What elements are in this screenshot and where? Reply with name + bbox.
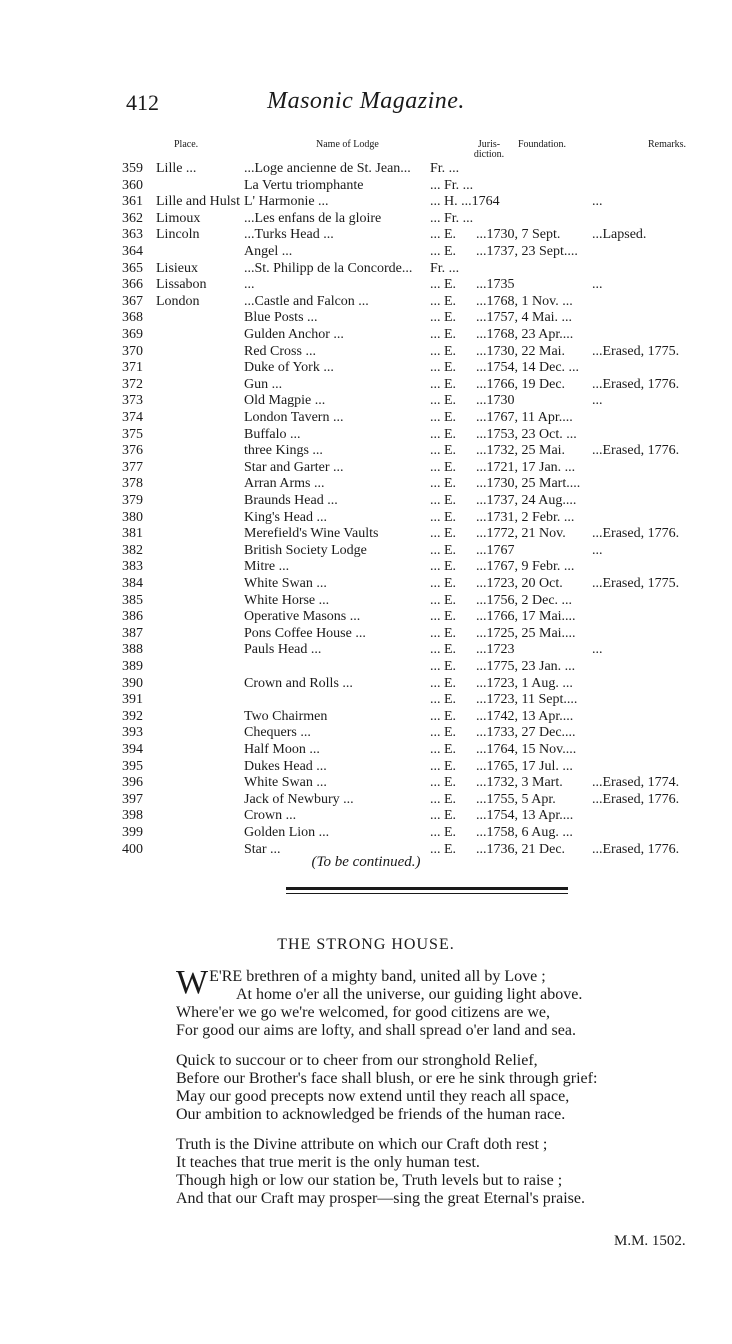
table-row <box>0 791 732 808</box>
row-jurisdiction: ... Fr. ... <box>430 177 474 193</box>
row-foundation: ...1723 <box>476 642 515 658</box>
row-number: 383 <box>122 559 143 575</box>
row-number: 372 <box>122 376 143 392</box>
poem-line <box>176 1136 716 1154</box>
row-jurisdiction: ... E. <box>430 775 457 791</box>
row-number: 365 <box>122 260 143 276</box>
row-number: 387 <box>122 625 143 641</box>
row-jurisdiction: ... E. <box>430 343 457 359</box>
page-number: 412 <box>126 90 159 115</box>
row-jurisdiction: ... E. <box>430 493 457 508</box>
row-foundation: ...1757, 4 Mai. ... <box>476 310 573 326</box>
row-number: 376 <box>122 443 143 459</box>
row-foundation: ...1764, 15 Nov.... <box>476 742 577 757</box>
row-lodge-name: Red Cross ... <box>244 343 316 359</box>
poem-line-text: May our good precepts now extend until they reach all space, <box>176 1088 570 1105</box>
row-foundation: ...1758, 6 Aug. ... <box>476 825 573 840</box>
row-lodge-name: L' Harmonie ... <box>244 194 329 210</box>
poem-line-text: Our ambition to acknowledged be friends of the human race. <box>176 1106 566 1123</box>
row-number: 398 <box>122 808 143 824</box>
row-lodge-name: White Swan ... <box>244 775 327 791</box>
row-lodge-name: Golden Lion ... <box>244 825 330 840</box>
row-number: 390 <box>122 675 143 691</box>
row-jurisdiction: ... E. <box>430 692 457 708</box>
row-number: 386 <box>122 609 143 625</box>
row-foundation: ...1725, 25 Mai.... <box>476 625 576 641</box>
row-lodge-name: Braunds Head ... <box>244 493 338 508</box>
row-jurisdiction: ... E. <box>430 360 457 376</box>
divider-thin <box>286 893 568 894</box>
poem-line <box>176 1172 716 1190</box>
row-number: 399 <box>122 825 143 840</box>
row-remarks: ... <box>592 542 603 558</box>
row-remarks: ...Erased, 1774. <box>592 775 680 791</box>
row-remarks: ... <box>592 393 603 409</box>
row-foundation: ...1767, 11 Apr.... <box>476 410 573 425</box>
row-foundation: ...1732, 25 Mai. <box>476 443 566 459</box>
poem-line-text: Truth is the Divine attribute on which our Craft doth rest ; <box>176 1136 548 1153</box>
row-lodge-name: Old Magpie ... <box>244 393 326 409</box>
row-lodge-name: White Horse ... <box>244 592 330 608</box>
row-lodge-name: Angel ... <box>244 244 293 259</box>
poem-line <box>176 1022 716 1040</box>
row-jurisdiction: ... E. <box>430 825 457 840</box>
row-remarks: ...Erased, 1776. <box>592 526 680 542</box>
row-jurisdiction: ... E. <box>430 625 457 641</box>
table-row <box>0 309 732 326</box>
row-foundation: ...1732, 3 Mart. <box>476 775 563 791</box>
row-foundation: ...1723, 1 Aug. ... <box>476 675 573 691</box>
table-row <box>0 558 732 575</box>
row-jurisdiction: ... E. <box>430 393 457 409</box>
row-place: London <box>156 293 200 309</box>
row-jurisdiction: ... E. <box>430 758 457 774</box>
row-number: 366 <box>122 277 143 293</box>
row-foundation: ...1766, 19 Dec. <box>476 376 566 392</box>
drop-cap: W <box>176 964 209 1001</box>
poem-line <box>176 1004 716 1022</box>
row-place: Lille ... <box>156 161 197 176</box>
row-jurisdiction: ... E. <box>430 542 457 558</box>
row-number: 384 <box>122 576 143 591</box>
table-row <box>0 807 732 824</box>
row-jurisdiction: ... E. <box>430 293 457 309</box>
table-row <box>0 758 732 775</box>
row-lodge-name: Gulden Anchor ... <box>244 327 344 342</box>
row-lodge-name: Crown and Rolls ... <box>244 675 353 691</box>
row-lodge-name: White Swan ... <box>244 576 327 591</box>
row-foundation: ...1721, 17 Jan. ... <box>476 459 576 475</box>
row-remarks: ...Erased, 1776. <box>592 443 680 459</box>
row-number: 359 <box>122 161 143 176</box>
row-foundation: ...1754, 14 Dec. ... <box>476 360 580 376</box>
row-number: 393 <box>122 725 143 741</box>
row-foundation: ...1753, 23 Oct. ... <box>476 426 577 442</box>
poem-line <box>176 1052 716 1070</box>
row-jurisdiction: ... E. <box>430 642 457 658</box>
poem-line-text: E'RE brethren of a mighty band, united all by Love ; <box>209 968 546 985</box>
row-foundation: ...1754, 13 Apr.... <box>476 808 574 824</box>
table-row <box>0 243 732 260</box>
row-lodge-name: Arran Arms ... <box>244 476 325 492</box>
row-foundation: ...1767 <box>476 542 515 558</box>
row-foundation: ...1768, 1 Nov. ... <box>476 293 573 309</box>
table-row <box>0 459 732 476</box>
row-lodge-name: ...St. Philipp de la Concorde... <box>244 260 413 276</box>
table-row <box>0 193 732 210</box>
row-number: 375 <box>122 426 143 442</box>
row-lodge-name: Star ... <box>244 841 281 857</box>
row-jurisdiction: ... E. <box>430 841 457 857</box>
row-number: 367 <box>122 293 143 309</box>
row-lodge-name: Buffalo ... <box>244 426 301 442</box>
table-row <box>0 343 732 360</box>
row-jurisdiction: ... E. <box>430 609 457 625</box>
running-title: Masonic Magazine. <box>267 88 465 114</box>
column-header-place: Place. <box>174 139 199 150</box>
row-lodge-name: Star and Garter ... <box>244 459 344 475</box>
row-jurisdiction: ... E. <box>430 791 457 807</box>
poem-line-text: Though high or low our station be, Truth levels but to raise ; <box>176 1172 563 1189</box>
row-foundation: ...1755, 5 Apr. <box>476 791 556 807</box>
row-remarks: ...Lapsed. <box>592 227 647 243</box>
row-jurisdiction: ... E. <box>430 443 457 459</box>
table-row <box>0 724 732 741</box>
row-jurisdiction: ... E. <box>430 310 457 326</box>
row-lodge-name: Dukes Head ... <box>244 758 327 774</box>
row-lodge-name: three Kings ... <box>244 443 323 459</box>
table-row <box>0 741 732 758</box>
poem-line-text: It teaches that true merit is the only human test. <box>176 1154 480 1171</box>
row-jurisdiction: ... E. <box>430 725 457 741</box>
poem-line-text: For good our aims are lofty, and shall spread o'er land and sea. <box>176 1022 576 1039</box>
row-lodge-name: Blue Posts ... <box>244 310 318 326</box>
row-lodge-name: Jack of Newbury ... <box>244 791 354 807</box>
poem-line <box>176 1106 716 1124</box>
poem-stanza <box>176 1136 716 1208</box>
poem-line <box>176 1088 716 1106</box>
table-row <box>0 492 732 509</box>
row-lodge-name: ...Castle and Falcon ... <box>244 293 369 309</box>
table-row <box>0 442 732 459</box>
row-remarks: ...Erased, 1776. <box>592 376 680 392</box>
row-remarks: ...Erased, 1775. <box>592 576 680 591</box>
row-lodge-name: Half Moon ... <box>244 742 320 757</box>
poem-line <box>176 1154 716 1172</box>
row-foundation: ...1737, 24 Aug.... <box>476 493 577 508</box>
row-place: Limoux <box>156 210 201 226</box>
table-row <box>0 575 732 592</box>
poem-title: THE STRONG HOUSE. <box>277 936 455 953</box>
row-jurisdiction: ... E. <box>430 244 457 259</box>
poem-stanza <box>176 964 716 1040</box>
row-foundation: ...1768, 23 Apr.... <box>476 327 574 342</box>
row-jurisdiction: ... E. <box>430 576 457 591</box>
row-lodge-name: ...Turks Head ... <box>244 227 334 243</box>
row-foundation: ...1735 <box>476 277 515 293</box>
row-lodge-name: Pons Coffee House ... <box>244 625 366 641</box>
row-place: Lissabon <box>156 277 207 293</box>
row-number: 374 <box>122 410 143 425</box>
table-row <box>0 376 732 393</box>
row-foundation: ...1767, 9 Febr. ... <box>476 559 575 575</box>
row-lodge-name: King's Head ... <box>244 509 328 525</box>
table-row <box>0 260 732 277</box>
row-number: 371 <box>122 360 143 376</box>
row-lodge-name: Operative Masons ... <box>244 609 361 625</box>
poem-line-text: Where'er we go we're welcomed, for good citizens are we, <box>176 1004 551 1021</box>
row-jurisdiction: ... E. <box>430 559 457 575</box>
table-row <box>0 359 732 376</box>
table-row <box>0 276 732 293</box>
poem-line <box>176 1190 716 1208</box>
row-number: 370 <box>122 343 143 359</box>
row-lodge-name: Mitre ... <box>244 559 290 575</box>
row-foundation: ...1736, 21 Dec. <box>476 841 566 857</box>
table-row <box>0 542 732 559</box>
table-row <box>0 509 732 526</box>
row-jurisdiction: ... E. <box>430 509 457 525</box>
row-foundation: ...1731, 2 Febr. ... <box>476 509 575 525</box>
row-number: 362 <box>122 210 143 226</box>
table-row <box>0 641 732 658</box>
row-foundation: ...1733, 27 Dec.... <box>476 725 576 741</box>
row-place: Lisieux <box>156 260 198 276</box>
row-jurisdiction: ... E. <box>430 742 457 757</box>
row-foundation: ...1730, 22 Mai. <box>476 343 566 359</box>
row-lodge-name: ...Les enfans de la gloire <box>244 210 382 226</box>
poem-body <box>176 964 716 1220</box>
column-header-lodge: Name of Lodge <box>316 139 379 150</box>
table-row <box>0 625 732 642</box>
row-foundation: ...1775, 23 Jan. ... <box>476 659 576 674</box>
row-jurisdiction: ... E. <box>430 426 457 442</box>
poem-line-text: And that our Craft may prosper—sing the great Eternal's praise. <box>176 1190 585 1207</box>
row-jurisdiction: ... Fr. ... <box>430 210 474 226</box>
table-row <box>0 426 732 443</box>
table-row <box>0 177 732 194</box>
divider-thick <box>286 887 568 890</box>
row-lodge-name: Merefield's Wine Vaults <box>244 526 379 542</box>
table-row <box>0 392 732 409</box>
row-number: 378 <box>122 476 143 492</box>
column-header-foundation: Foundation. <box>518 139 567 150</box>
row-remarks: ...Erased, 1776. <box>592 841 680 857</box>
row-foundation: ...1737, 23 Sept.... <box>476 244 578 259</box>
row-number: 381 <box>122 526 143 542</box>
row-jurisdiction: ... E. <box>430 526 457 542</box>
row-number: 368 <box>122 310 143 326</box>
row-number: 361 <box>122 194 143 210</box>
table-row <box>0 592 732 609</box>
poem-line <box>176 986 716 1004</box>
row-number: 389 <box>122 659 143 674</box>
row-remarks: ... <box>592 277 603 293</box>
table-row <box>0 691 732 708</box>
row-number: 363 <box>122 227 143 243</box>
table-row <box>0 774 732 791</box>
table-row <box>0 675 732 692</box>
row-number: 397 <box>122 791 143 807</box>
poem-line-text: At home o'er all the universe, our guiding light above. <box>236 986 583 1003</box>
row-number: 400 <box>122 841 143 857</box>
row-lodge-name: London Tavern ... <box>244 410 344 425</box>
row-foundation: ...1730, 25 Mart.... <box>476 476 581 492</box>
row-lodge-name: British Society Lodge <box>244 542 367 558</box>
row-lodge-name: ... <box>244 277 255 293</box>
row-lodge-name: La Vertu triomphante <box>244 177 364 193</box>
row-lodge-name: Duke of York ... <box>244 360 334 376</box>
poem-stanza <box>176 1052 716 1124</box>
row-number: 392 <box>122 708 143 724</box>
row-number: 379 <box>122 493 143 508</box>
row-number: 395 <box>122 758 143 774</box>
row-foundation: ...1723, 20 Oct. <box>476 576 563 591</box>
table-row <box>0 409 732 426</box>
table-row <box>0 608 732 625</box>
row-jurisdiction: ... E. <box>430 410 457 425</box>
row-foundation: ...1766, 17 Mai.... <box>476 609 576 625</box>
poem-line <box>176 1070 716 1088</box>
row-number: 360 <box>122 177 143 193</box>
row-jurisdiction: ... E. <box>430 376 457 392</box>
poem-line-text: Quick to succour or to cheer from our stronghold Relief, <box>176 1052 538 1069</box>
row-lodge-name: Gun ... <box>244 376 283 392</box>
row-jurisdiction: ... E. <box>430 708 457 724</box>
row-number: 373 <box>122 393 143 409</box>
row-jurisdiction: Fr. ... <box>430 260 460 276</box>
row-number: 394 <box>122 742 143 757</box>
row-lodge-name: Two Chairmen <box>244 708 328 724</box>
row-foundation: ...1756, 2 Dec. ... <box>476 592 573 608</box>
row-number: 369 <box>122 327 143 342</box>
table-row <box>0 475 732 492</box>
table-row <box>0 824 732 841</box>
row-number: 391 <box>122 692 143 708</box>
poem-signature: M.M. 1502. <box>614 1233 686 1249</box>
poem-line-text: Before our Brother's face shall blush, or ere he sink through grief: <box>176 1070 598 1087</box>
row-jurisdiction: ... E. <box>430 808 457 824</box>
table-row <box>0 293 732 310</box>
row-foundation: ...1742, 13 Apr.... <box>476 708 574 724</box>
table-row <box>0 326 732 343</box>
table-row <box>0 226 732 243</box>
row-lodge-name: ...Loge ancienne de St. Jean... <box>244 161 411 176</box>
table-row <box>0 658 732 675</box>
continued-note: (To be continued.) <box>311 854 421 870</box>
table-row <box>0 210 732 227</box>
row-lodge-name: Chequers ... <box>244 725 311 741</box>
row-number: 380 <box>122 509 143 525</box>
row-foundation: ...1723, 11 Sept.... <box>476 692 578 708</box>
row-number: 396 <box>122 775 143 791</box>
row-number: 385 <box>122 592 143 608</box>
row-place: Lincoln <box>156 227 200 243</box>
row-remarks: ... <box>592 642 603 658</box>
row-foundation: ...1730, 7 Sept. <box>476 227 561 243</box>
row-foundation: ...1730 <box>476 393 515 409</box>
row-place: Lille and Hulst <box>156 194 240 210</box>
row-jurisdiction: ... E. <box>430 277 457 293</box>
row-lodge-name: Pauls Head ... <box>244 642 322 658</box>
row-jurisdiction: ... E. <box>430 227 457 243</box>
row-jurisdiction: ... E. <box>430 459 457 475</box>
row-jurisdiction: ... E. <box>430 327 457 342</box>
row-jurisdiction: Fr. ... <box>430 161 460 176</box>
row-foundation: ...1765, 17 Jul. ... <box>476 758 573 774</box>
row-number: 388 <box>122 642 143 658</box>
row-number: 377 <box>122 459 143 475</box>
row-remarks: ...Erased, 1775. <box>592 343 680 359</box>
row-jurisdiction: ... E. <box>430 675 457 691</box>
column-header-remarks: Remarks. <box>648 139 687 150</box>
row-foundation: ...1772, 21 Nov. <box>476 526 566 542</box>
row-jurisdiction: ... H. ...1764 <box>430 194 500 210</box>
row-jurisdiction: ... E. <box>430 592 457 608</box>
table-row <box>0 708 732 725</box>
table-row <box>0 525 732 542</box>
table-row <box>0 160 732 177</box>
row-number: 364 <box>122 244 143 259</box>
row-jurisdiction: ... E. <box>430 476 457 492</box>
row-jurisdiction: ... E. <box>430 659 457 674</box>
column-header-jurisdiction: Juris-diction. <box>473 139 505 160</box>
row-remarks: ... <box>592 194 603 210</box>
row-number: 382 <box>122 542 143 558</box>
row-remarks: ...Erased, 1776. <box>592 791 680 807</box>
row-lodge-name: Crown ... <box>244 808 297 824</box>
